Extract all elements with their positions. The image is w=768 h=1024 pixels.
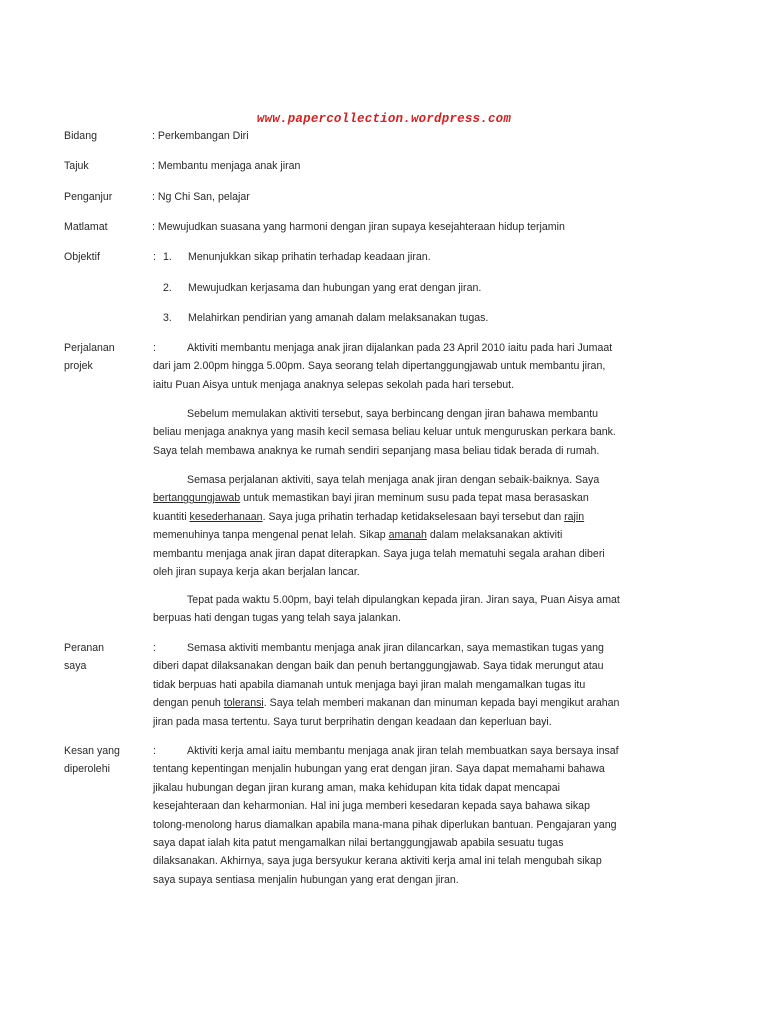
tajuk-value: : Membantu menjaga anak jiran bbox=[152, 160, 301, 172]
perjalanan-p4-line-1: Tepat pada waktu 5.00pm, bayi telah dipulangkan kepada jiran. Jiran saya, Puan Aisya amat bbox=[187, 594, 620, 606]
peranan-line-4b: . Saya telah memberi makanan dan minuman kepada bayi mengikut arahan bbox=[263, 697, 620, 710]
perjalanan-paragraph-2 bbox=[153, 405, 713, 460]
perjalanan-paragraph-3 bbox=[153, 471, 713, 581]
objektif-item-3-num: 3. bbox=[163, 312, 172, 324]
peranan-label-line-2: saya bbox=[64, 660, 87, 672]
objektif-item-3-text: Melahirkan pendirian yang amanah dalam melaksanakan tugas. bbox=[188, 312, 489, 324]
objektif-item-2-text: Mewujudkan kerjasama dan hubungan yang erat dengan jiran. bbox=[188, 282, 482, 294]
perjalanan-p1-line-1: Aktiviti membantu menjaga anak jiran dijalankan pada 23 April 2010 iaitu pada hari Jumaat bbox=[187, 342, 613, 354]
word-toleransi: toleransi bbox=[223, 697, 264, 710]
perjalanan-p1-line-2: dari jam 2.00pm hingga 5.00pm. Saya seorang telah dipertanggungjawab untuk membantu jiran, bbox=[153, 360, 606, 373]
bidang-value: : Perkembangan Diri bbox=[152, 130, 249, 142]
perjalanan-p3-line-4a: memenuhinya tanpa mengenal penat lelah. Sikap bbox=[153, 529, 389, 542]
perjalanan-p2-line-1: Sebelum memulakan aktiviti tersebut, saya berbincang dengan jiran bahawa membantu bbox=[187, 408, 599, 420]
peranan-label bbox=[64, 639, 144, 675]
peranan-paragraph bbox=[153, 639, 713, 731]
word-kesederhanaan: kesederhanaan bbox=[189, 510, 263, 523]
bidang-label: Bidang bbox=[64, 130, 97, 142]
perjalanan-p3-line-3a: kuantiti bbox=[153, 510, 190, 523]
peranan-line-2: diberi dapat dilaksanakan dengan baik dan penuh bertanggungjawab. Saya tidak merungut atau bbox=[153, 660, 604, 673]
matlamat-value: : Mewujudkan suasana yang harmoni dengan jiran supaya kesejahteraan hidup terjamin bbox=[152, 221, 565, 233]
matlamat-label: Matlamat bbox=[64, 221, 108, 233]
perjalanan-label-line-1: Perjalanan bbox=[64, 342, 115, 354]
perjalanan-p3-line-5: membantu menjaga anak jiran dapat diterapkan. Saya juga telah mematuhi segala arahan diberi bbox=[153, 547, 605, 560]
perjalanan-p3-line-6: oleh jiran supaya kerja akan berjalan lancar. bbox=[153, 566, 360, 579]
kesan-line-3: jikalau hubungan degan jiran kurang aman, maka kehidupan kita tidak dapat mencapai bbox=[153, 781, 560, 794]
objektif-colon: : bbox=[153, 251, 156, 263]
perjalanan-label bbox=[64, 339, 144, 375]
perjalanan-p4-line-2: berpuas hati dengan tugas yang telah saya jalankan. bbox=[153, 612, 401, 625]
kesan-line-5: tolong-menolong harus diamalkan apabila mana-mana pihak diperlukan bantuan. Pengajaran yang bbox=[153, 818, 617, 831]
perjalanan-paragraph-4 bbox=[153, 591, 713, 628]
peranan-line-1: Semasa aktiviti membantu menjaga anak jiran dilancarkan, saya memastikan tugas yang bbox=[187, 642, 604, 654]
kesan-label-line-1: Kesan yang bbox=[64, 745, 120, 757]
peranan-colon: : bbox=[153, 642, 156, 654]
perjalanan-label-line-2: projek bbox=[64, 360, 93, 372]
peranan-line-5: jiran pada masa tertentu. Saya turut berprihatin dengan keadaan dan keperluan bayi. bbox=[153, 715, 552, 728]
perjalanan-paragraph-1 bbox=[153, 339, 713, 394]
peranan-line-4a: dengan penuh bbox=[153, 697, 224, 710]
kesan-line-7: dilaksanakan. Akhirnya, saya juga bersyukur kerana aktiviti kerja amal ini telah mengubah sikap bbox=[153, 855, 602, 868]
watermark-url[interactable]: www.papercollection.wordpress.com bbox=[256, 112, 512, 126]
kesan-line-6: saya dapat ialah kita patut mengamalkan nilai bertanggungjawab apabila sesuatu tugas bbox=[153, 837, 564, 850]
perjalanan-p3-line-1: Semasa perjalanan aktiviti, saya telah menjaga anak jiran dengan sebaik-baiknya. Saya bbox=[187, 474, 600, 486]
kesan-label-line-2: diperolehi bbox=[64, 763, 110, 775]
kesan-line-8: saya supaya sentiasa menjalin hubungan yang erat dengan jiran. bbox=[153, 873, 459, 886]
objektif-item-1-num: 1. bbox=[163, 251, 172, 263]
perjalanan-p2-line-2: beliau menjaga anaknya yang masih kecil semasa beliau keluar untuk menguruskan perkara bank. bbox=[153, 426, 616, 439]
kesan-label bbox=[64, 742, 144, 778]
perjalanan-p2-line-3: Saya telah membawa anaknya ke rumah sendiri sepanjang masa beliau tidak berada di rumah. bbox=[153, 444, 600, 457]
kesan-colon: : bbox=[153, 745, 156, 757]
perjalanan-p3-line-2: untuk memastikan bayi jiran meminum susu pada tepat masa berasaskan bbox=[240, 492, 589, 505]
peranan-line-3: tidak berpuas hati apabila diamanah untuk menjaga bayi jiran malah mengamalkan tugas itu bbox=[153, 678, 586, 691]
perjalanan-p3-line-4b: dalam melaksanakan aktiviti bbox=[426, 529, 563, 542]
kesan-line-1: Aktiviti kerja amal iaitu membantu menjaga anak jiran telah membuatkan saya bersaya insaf bbox=[187, 745, 619, 757]
perjalanan-colon: : bbox=[153, 342, 156, 354]
kesan-line-2: tentang kepentingan menjalin hubungan yang erat dengan jiran. Saya dapat memahami bahawa bbox=[153, 763, 605, 776]
word-bertanggungjawab: bertanggungjawab bbox=[153, 492, 241, 505]
tajuk-label: Tajuk bbox=[64, 160, 89, 172]
penganjur-label: Penganjur bbox=[64, 191, 113, 203]
objektif-label: Objektif bbox=[64, 251, 100, 263]
word-rajin: rajin bbox=[564, 510, 585, 523]
objektif-item-2-num: 2. bbox=[163, 282, 172, 294]
kesan-line-4: kesejahteraan dan keharmonian. Hal ini juga memberi kesedaran kepada saya bahawa sikap bbox=[153, 800, 590, 813]
perjalanan-p3-line-3b: . Saya juga prihatin terhadap ketidakselesaan bayi tersebut dan bbox=[262, 510, 565, 523]
peranan-label-line-1: Peranan bbox=[64, 642, 105, 654]
kesan-paragraph bbox=[153, 742, 713, 889]
word-amanah: amanah bbox=[388, 529, 427, 542]
objektif-item-1-text: Menunjukkan sikap prihatin terhadap keadaan jiran. bbox=[188, 251, 431, 263]
perjalanan-p1-line-3: iaitu Puan Aisya untuk menjaga anaknya selepas sekolah pada hari tersebut. bbox=[153, 378, 515, 391]
penganjur-value: : Ng Chi San, pelajar bbox=[152, 191, 250, 203]
